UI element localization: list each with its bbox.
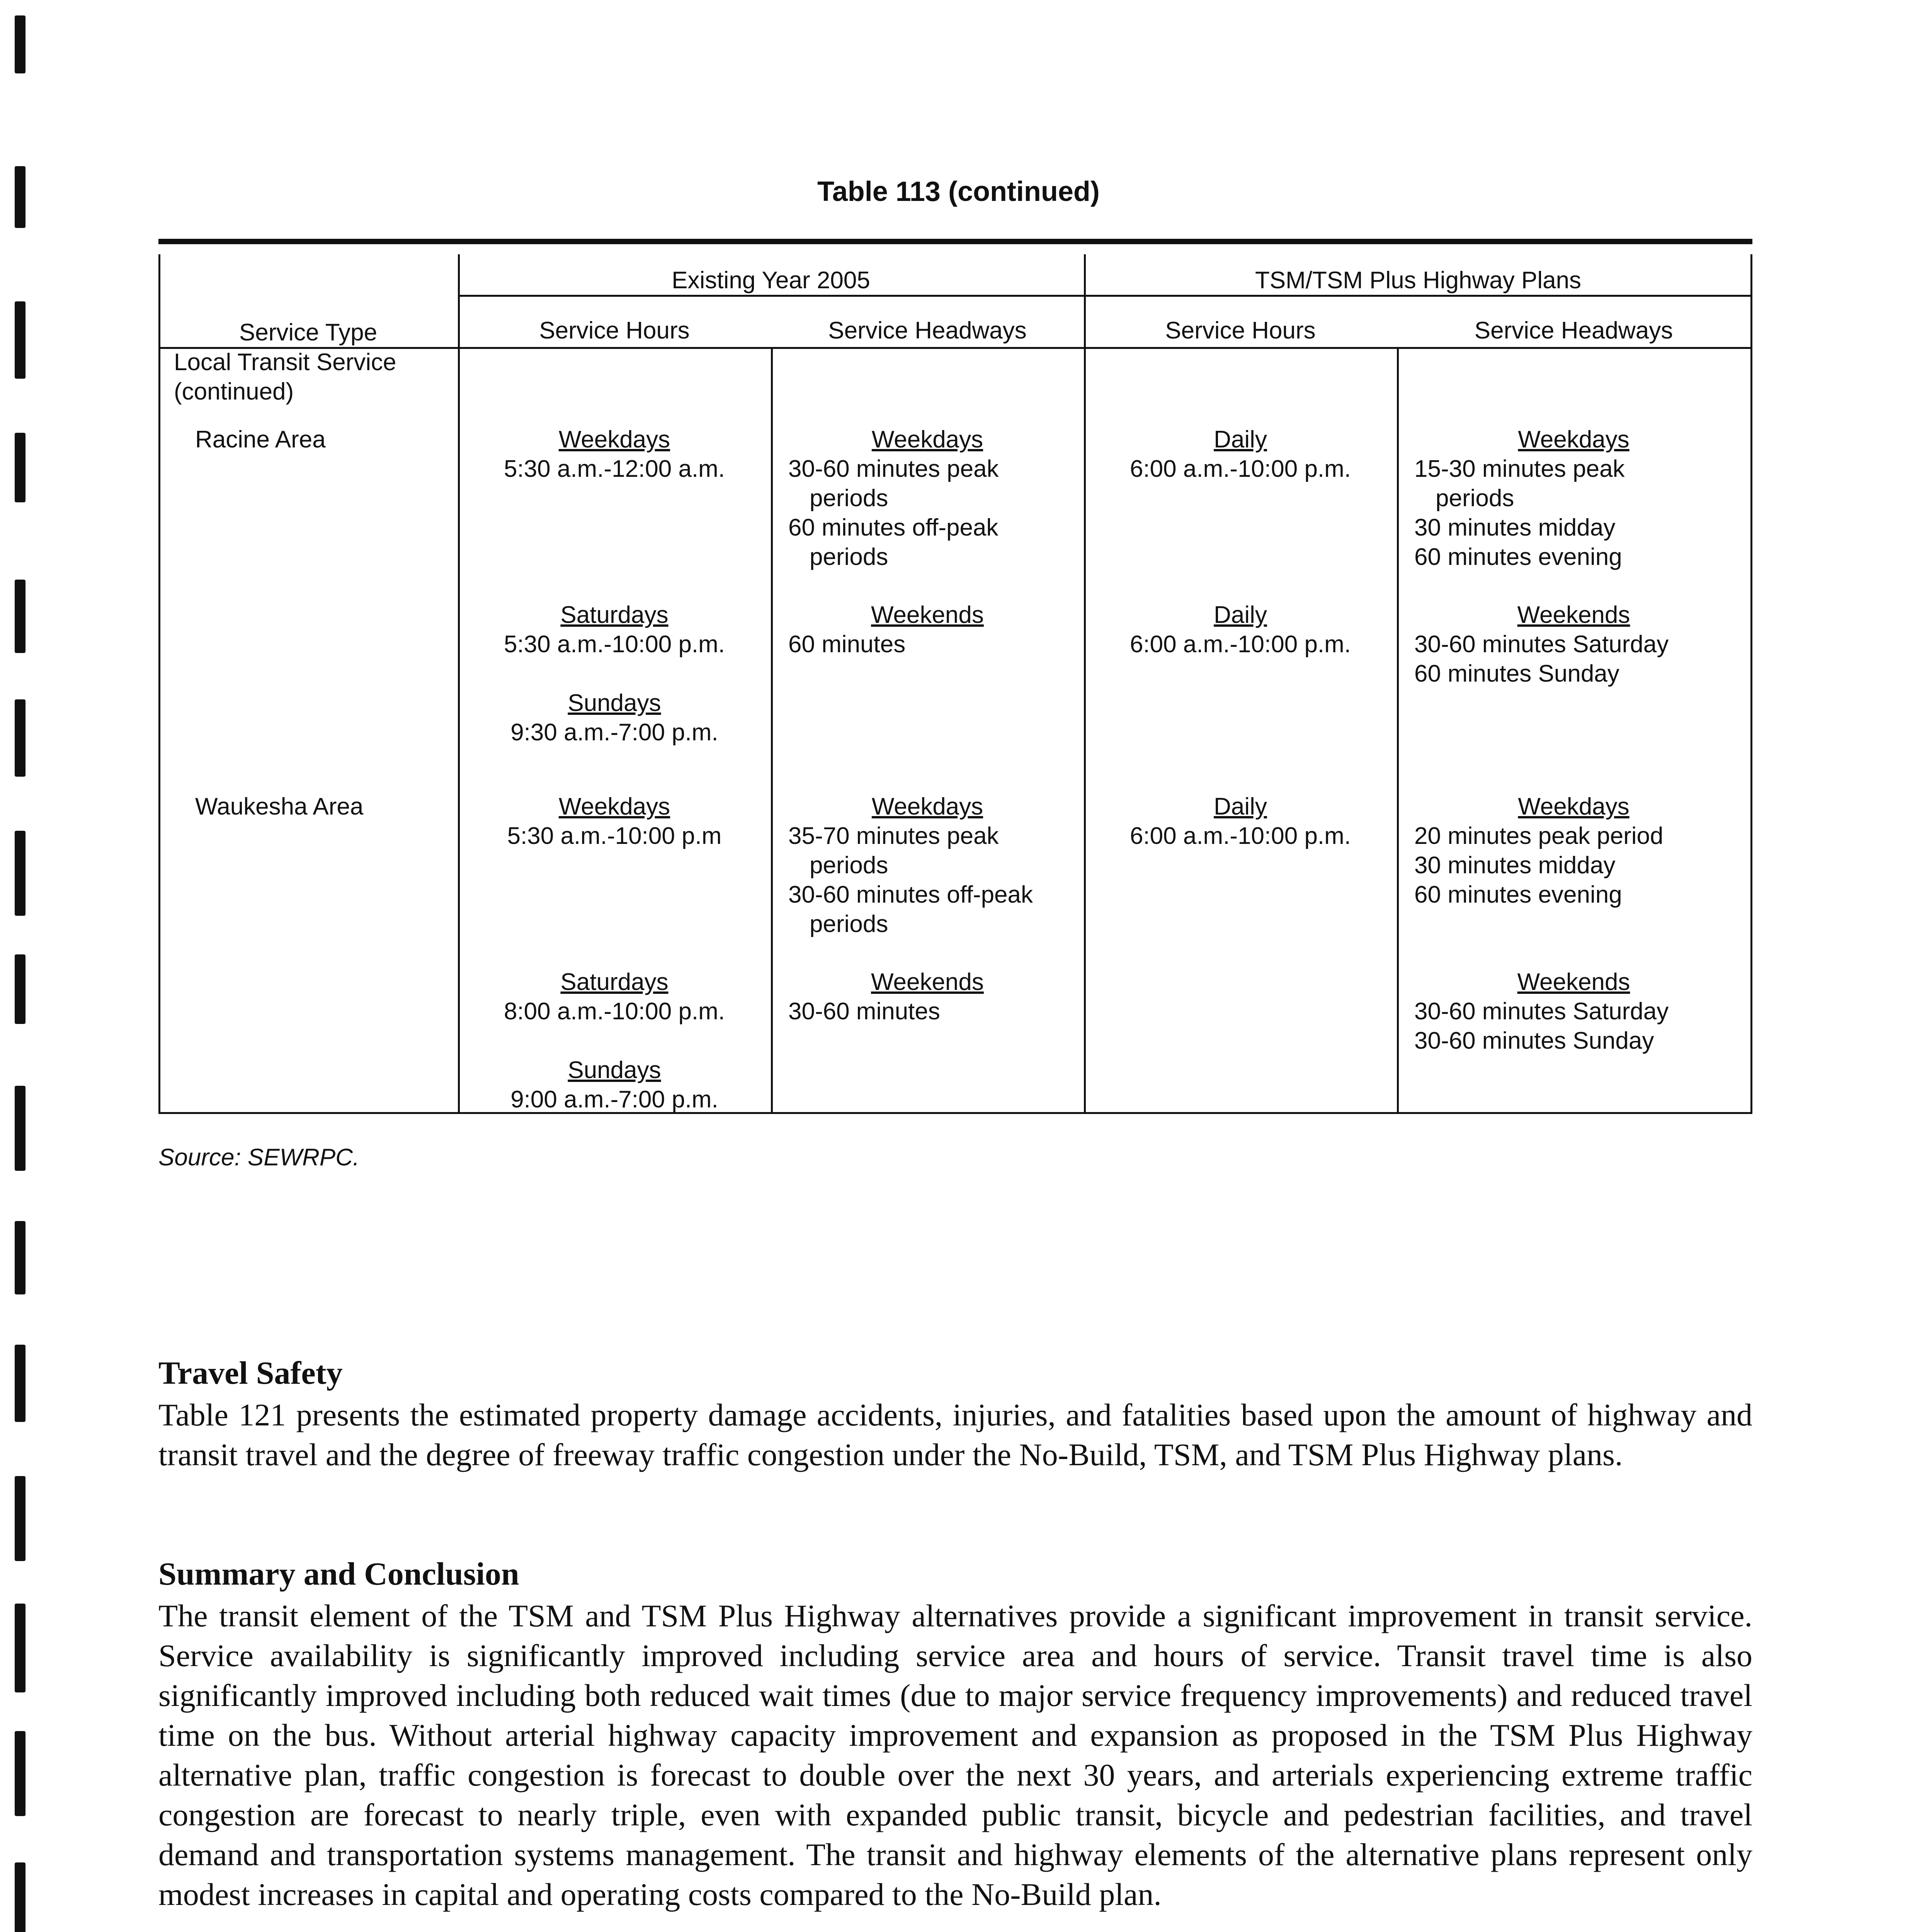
headway-text: 30-60 minutes Saturday [1414,998,1669,1025]
headway-text: 30-60 minutes peak [788,456,999,482]
day-label: Daily [1214,793,1267,820]
day-label: Sundays [568,690,661,716]
day-label: Weekdays [871,426,983,453]
header-existing-headways: Service Headways [828,317,1027,344]
heading-summary: Summary and Conclusion [158,1556,519,1592]
day-label: Weekends [871,602,984,628]
table-source: Source: SEWRPC. [158,1144,360,1171]
table-border-right [1750,254,1752,1114]
scan-mark [15,1604,26,1692]
time-range: 9:30 a.m.-7:00 p.m. [510,719,718,746]
day-label: Daily [1214,426,1267,453]
headway-text: 30 minutes midday [1414,852,1616,879]
day-label: Sundays [568,1057,661,1083]
time-range: 8:00 a.m.-10:00 p.m. [503,998,725,1025]
day-label: Weekdays [558,426,670,453]
headway-text: periods [810,911,888,937]
service-table [158,239,1752,1114]
day-label: Weekends [871,969,984,995]
group-header-plans: TSM/TSM Plus Highway Plans [1255,267,1582,294]
day-label: Weekdays [558,793,670,820]
scan-mark [15,1476,26,1561]
header-plan-headways: Service Headways [1474,317,1673,344]
day-label: Saturdays [560,969,668,995]
headway-text: 60 minutes [788,631,906,658]
scan-mark [15,433,26,502]
headway-text: 35-70 minutes peak [788,823,999,849]
headway-text: 60 minutes off-peak [788,514,998,541]
scan-mark [15,301,26,379]
scan-mark [15,1862,26,1932]
heading-travel-safety: Travel Safety [158,1355,343,1391]
day-label: Weekdays [1518,793,1630,820]
time-range: 5:30 a.m.-12:00 a.m. [503,456,725,482]
day-label: Weekdays [1518,426,1630,453]
scan-mark [15,699,26,777]
headway-text: 60 minutes evening [1414,881,1622,908]
time-range: 6:00 a.m.-10:00 p.m. [1129,823,1351,849]
table-border-left [158,254,160,1114]
table-top-rule [158,239,1752,244]
scan-mark [15,831,26,916]
paragraph-summary-1: The transit element of the TSM and TSM Plus Highway alternatives provide a significant improvement in transit service. Service availability is significantly improved including service area and hours of service. Transit travel time is also significantly improved including both reduced wait times (due to major service frequency improvements) and reduced travel time on the bus. Without arterial highway capacity improvement and expansion as proposed in the TSM Plus Highway alternative plan, traffic congestion is forecast to double over the next 30 years, and arterials experiencing extreme traffic congestion are forecast to nearly triple, even with expanded public transit, bicycle and pedestrian facilities, and travel demand and transportation systems management. The transit and highway elements of the alternative plans represent only modest increases in capital and operating costs compared to the No-Build plan. [158,1598,1752,1912]
column-line [771,347,773,1114]
time-range: 9:00 a.m.-7:00 p.m. [510,1086,718,1113]
scan-mark [15,1086,26,1171]
headway-text: periods [810,485,888,512]
header-existing-hours: Service Hours [539,317,690,344]
paragraph-travel-safety: Table 121 presents the estimated property damage accidents, injuries, and fatalities based upon the amount of highway and transit travel and the degree of freeway traffic congestion under the No-Build, TSM, and TSM Plus Highway plans. [158,1397,1752,1472]
row-label-waukesha: Waukesha Area [195,793,364,820]
day-label: Weekends [1517,969,1630,995]
header-plan-hours: Service Hours [1165,317,1316,344]
category-label: Local Transit Service [174,349,396,376]
table-title: Table 113 (continued) [817,176,1100,207]
headway-text: 15-30 minutes peak [1414,456,1625,482]
headway-text: 60 minutes evening [1414,544,1622,570]
headway-text: periods [810,544,888,570]
row-label-racine: Racine Area [195,426,326,453]
headway-text: 20 minutes peak period [1414,823,1664,849]
scan-mark [15,1731,26,1816]
day-label: Saturdays [560,602,668,628]
headway-text: periods [1436,485,1514,512]
headway-text: 60 minutes Sunday [1414,660,1619,687]
time-range: 5:30 a.m.-10:00 p.m [507,823,722,849]
header-service-type: Service Type [239,319,378,346]
category-label: (continued) [174,378,294,405]
group-header-existing: Existing Year 2005 [672,267,870,294]
scan-mark [15,1221,26,1294]
scan-mark [15,15,26,73]
time-range: 6:00 a.m.-10:00 p.m. [1129,631,1351,658]
headway-text: 30-60 minutes Saturday [1414,631,1669,658]
headway-text: 30 minutes midday [1414,514,1616,541]
table-bottom-border [158,1112,1752,1114]
headway-text: 30-60 minutes [788,998,940,1025]
time-range: 6:00 a.m.-10:00 p.m. [1129,456,1351,482]
scan-mark [15,1345,26,1422]
scan-mark [15,580,26,653]
column-line [1084,254,1086,1114]
day-label: Daily [1214,602,1267,628]
headway-text: 30-60 minutes Sunday [1414,1027,1654,1054]
day-label: Weekends [1517,602,1630,628]
column-line [1397,347,1399,1114]
scan-mark [15,954,26,1024]
time-range: 5:30 a.m.-10:00 p.m. [503,631,725,658]
headway-text: 30-60 minutes off-peak [788,881,1033,908]
day-label: Weekdays [871,793,983,820]
headway-text: periods [810,852,888,879]
